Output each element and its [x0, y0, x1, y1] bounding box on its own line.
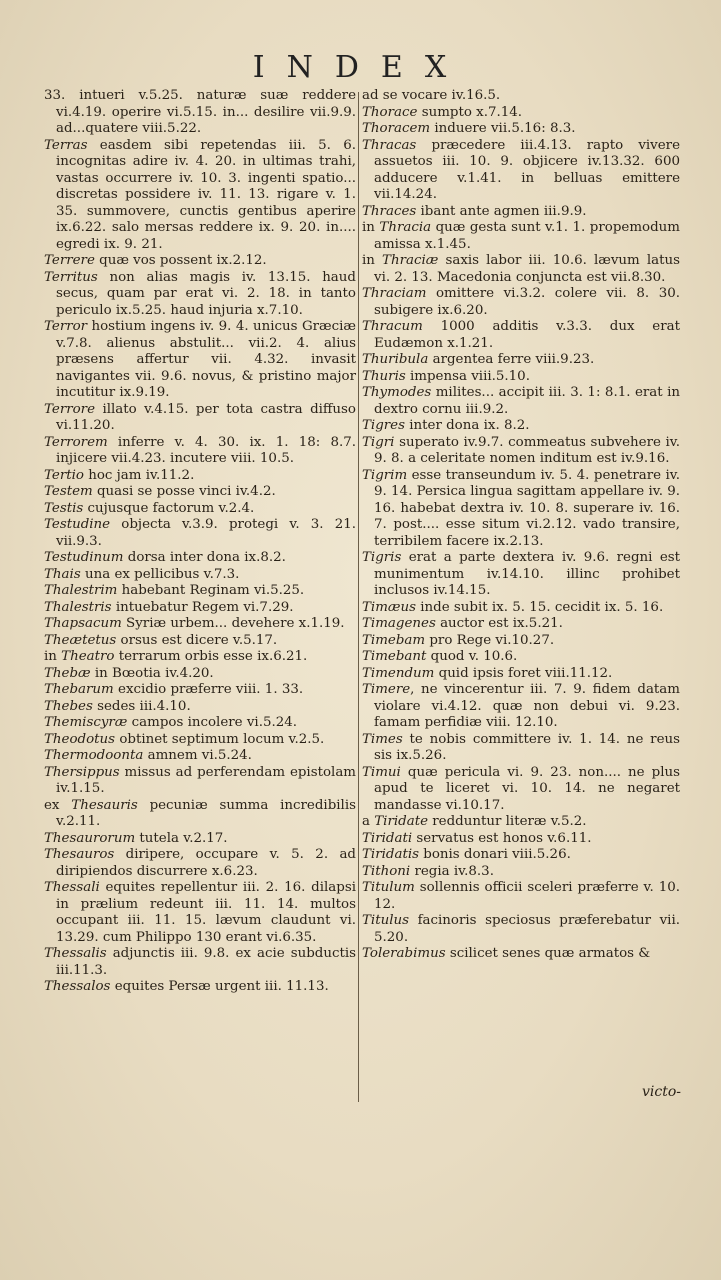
entry-references: quod v. 10.6. — [426, 649, 518, 664]
index-entry — [362, 666, 680, 683]
entry-headword: Terror — [44, 319, 88, 334]
entry-headword: Tigris — [362, 550, 402, 565]
entry-references: bonis donari viii.5.26. — [419, 847, 571, 862]
entry-references: missus ad perferendam epistolam iv.1.15. — [56, 764, 356, 796]
entry-references: 1000 additis v.3.3. dux erat Eudæmon x.1.21. — [374, 319, 680, 351]
entry-references: quæ vos possent ix.2.12. — [94, 253, 267, 268]
entry-references: habebant Reginam vi.5.25. — [117, 583, 305, 598]
entry-headword: Thais — [44, 566, 81, 582]
entry-references: ibant ante agmen iii.9.9. — [416, 203, 587, 219]
entry-headword: Thraciæ — [382, 253, 439, 268]
entry-references: quæ pericula vi. 9. 23. non.... ne plus apud te liceret vi. 10. 14. ne negaret mandasse vi.10.17. — [374, 764, 680, 813]
entry-references: illato v.4.15. per tota castra diffuso vi.11.20. — [56, 401, 356, 433]
index-entry — [44, 798, 356, 831]
index-column-right — [362, 88, 680, 963]
entry-references: superato iv.9.7. commeatus subvehere iv. 9. 8. a celeritate nomen inditum est iv.9.16. — [374, 434, 680, 466]
index-entry — [362, 913, 680, 946]
index-entry — [362, 220, 680, 253]
entry-references: sollennis officii sceleri præferre v. 10. 12. — [374, 880, 680, 912]
index-entry — [362, 682, 680, 732]
index-entry — [362, 88, 680, 105]
entry-references: pro Rege vi.10.27. — [425, 632, 555, 648]
index-entry — [44, 649, 356, 666]
entry-prefix: ex — [44, 797, 72, 813]
entry-headword: Tiridati — [362, 830, 413, 846]
entry-headword: Thesaurorum — [44, 830, 136, 846]
index-entry — [362, 204, 680, 221]
entry-references: campos incolere vi.5.24. — [127, 715, 298, 730]
entry-headword: Thraciam — [362, 286, 427, 301]
entry-headword: Theætetus — [44, 632, 117, 648]
index-entry — [44, 748, 356, 765]
entry-headword: Tolerabimus — [362, 946, 446, 961]
entry-references: objecta v.3.9. protegi v. 3. 21. vii.9.3. — [56, 517, 356, 549]
entry-headword: Thoracem — [362, 121, 431, 136]
entry-references: hoc jam iv.11.2. — [83, 467, 195, 483]
entry-references: orsus est dicere v.5.17. — [116, 632, 278, 648]
entry-references: sumpto x.7.14. — [417, 104, 523, 120]
index-entry — [44, 732, 356, 749]
entry-references: sedes iii.4.10. — [92, 698, 191, 714]
index-entry — [44, 831, 356, 848]
entry-headword: Thracum — [362, 319, 423, 334]
index-entry — [44, 138, 356, 254]
entry-references: pecuniæ summa incredibilis v.2.11. — [56, 797, 356, 829]
index-entry — [44, 946, 356, 979]
entry-headword: Themiscyræ — [44, 715, 128, 730]
entry-references: dorsa inter dona ix.8.2. — [123, 550, 286, 565]
entry-references: quæ gesta sunt v.1. 1. propemodum amissa x.1.45. — [374, 220, 680, 252]
index-entry — [362, 319, 680, 352]
index-entry — [362, 600, 680, 617]
index-entry — [362, 418, 680, 435]
entry-headword: Territus — [44, 269, 98, 285]
index-entry — [362, 649, 680, 666]
column-divider — [358, 92, 359, 1102]
entry-references: omittere vi.3.2. colere vii. 8. 30. subigere ix.6.20. — [374, 286, 680, 318]
entry-references: facinoris speciosus præferebatur vii. 5.20. — [374, 913, 680, 945]
entry-headword: Thessali — [44, 880, 100, 895]
entry-references: inde subit ix. 5. 15. cecidit ix. 5. 16. — [416, 599, 664, 615]
entry-headword: Terrore — [44, 401, 96, 417]
index-entry — [44, 484, 356, 501]
entry-references: milites... accipit iii. 3. 1: 8.1. erat in dextro cornu iii.9.2. — [374, 385, 680, 417]
entry-references: obtinet septimum locum v.2.5. — [115, 731, 325, 747]
entry-headword: Tertio — [44, 467, 84, 483]
entry-headword: Tithoni — [362, 863, 411, 879]
entry-prefix: in — [362, 253, 383, 268]
entry-references: excidio præferre viii. 1. 33. — [113, 682, 304, 697]
entry-headword: Timagenes — [362, 616, 436, 631]
entry-headword: Terrere — [44, 253, 95, 268]
entry-references: non alias magis iv. 13.15. haud secus, quam par erat vi. 2. 18. in tanto periculo ix.5.25. haud injuria x.7.10. — [56, 269, 356, 318]
entry-headword: Thuribula — [362, 352, 429, 367]
entry-references: præcedere iii.4.13. rapto vivere assuetos iii. 10. 9. objicere iv.13.32. 600 adducere v.1.41. in belluas emittere vii.14.24. — [374, 137, 680, 202]
entry-headword: Thersippus — [44, 764, 120, 780]
entry-references: regia iv.8.3. — [410, 863, 494, 879]
entry-headword: Thalestrim — [44, 583, 118, 598]
index-entry — [362, 121, 680, 138]
index-entry — [44, 253, 356, 270]
page-header: INDEX — [252, 50, 469, 85]
index-entry — [362, 633, 680, 650]
entry-headword: Timebant — [362, 649, 427, 664]
entry-references: una ex pellicibus v.7.3. — [80, 566, 240, 582]
entry-references: erat a parte dextera iv. 9.6. regni est munimentum iv.14.10. illinc prohibet inclusos iv.14.15. — [374, 550, 680, 598]
index-entry — [44, 847, 356, 880]
index-entry — [44, 88, 356, 138]
index-entry — [44, 682, 356, 699]
entry-references: amnem vi.5.24. — [143, 748, 252, 763]
index-entry — [362, 138, 680, 204]
index-entry — [44, 435, 356, 468]
entry-references: te nobis committere iv. 1. 14. ne reus sis ix.5.26. — [374, 731, 680, 763]
index-entry — [44, 715, 356, 732]
entry-references: , ne vincerentur iii. 7. 9. fidem datam violare vi.4.12. quæ non debui vi. 9.23. famam perfidiæ viii. 12.10. — [374, 682, 680, 730]
index-entry — [44, 550, 356, 567]
index-entry — [362, 864, 680, 881]
entry-headword: Thesauros — [44, 847, 115, 862]
entry-headword: Testis — [44, 500, 84, 516]
entry-references: inferre v. 4. 30. ix. 1. 18: 8.7. injicere vii.4.23. incutere viii. 10.5. — [56, 434, 356, 466]
index-entry — [44, 567, 356, 584]
entry-prefix: in — [362, 220, 380, 235]
index-entry — [362, 253, 680, 286]
index-entry — [362, 369, 680, 386]
index-entry — [362, 105, 680, 122]
entry-references: ad se vocare iv.16.5. — [362, 88, 501, 103]
entry-references: redduntur literæ v.5.2. — [428, 814, 587, 829]
index-entry — [44, 633, 356, 650]
index-entry — [44, 517, 356, 550]
entry-headword: Thesauris — [71, 797, 138, 813]
entry-headword: Thuris — [362, 368, 406, 384]
index-entry — [44, 501, 356, 518]
index-entry — [362, 880, 680, 913]
index-entry — [362, 385, 680, 418]
entry-headword: Thapsacum — [44, 616, 122, 631]
entry-references: adjunctis iii. 9.8. ex acie subductis iii.11.3. — [56, 946, 356, 978]
entry-headword: Terras — [44, 137, 88, 153]
index-entry — [362, 831, 680, 848]
entry-headword: Theodotus — [44, 731, 116, 747]
index-entry — [44, 402, 356, 435]
entry-references: scilicet senes quæ armatos & — [445, 946, 651, 961]
index-entry — [362, 765, 680, 815]
index-entry — [44, 270, 356, 320]
entry-references: Syriæ urbem... devehere x.1.19. — [121, 616, 345, 631]
entry-headword: Times — [362, 731, 403, 747]
entry-headword: Testudine — [44, 517, 111, 532]
index-entry — [362, 814, 680, 831]
index-entry — [362, 616, 680, 633]
entry-references: saxis labor iii. 10.6. lævum latus vi. 2. 13. Macedonia conjuncta est vii.8.30. — [374, 253, 680, 285]
index-entry — [362, 286, 680, 319]
catchword: victo- — [641, 1084, 681, 1100]
entry-references: hostium ingens iv. 9. 4. unicus Græciæ v.7.8. alienus abstulit... vii.2. 4. alius præsens affertur vii. 4.32. invasit navigantes vii. 9.6. novus, & pristino major incutitur ix.9.19. — [56, 319, 356, 400]
entry-headword: Titulus — [362, 913, 409, 928]
entry-references: impensa viii.5.10. — [405, 368, 530, 384]
entry-headword: Thorace — [362, 104, 418, 120]
entry-references: auctor est ix.5.21. — [435, 616, 563, 631]
entry-references: easdem sibi repetendas iii. 5. 6. incognitas adire iv. 4. 20. in ultimas trahi, vastas occurrere iv. 10. 3. ingenti spatio... discretas possidere iv. 11. 13. rigare v. 1. 35. summovere, cunctis gentibus aperire ix.6.22. salo mersas reddere ix. 9. 20. in.... egredi ix. 9. 21. — [56, 137, 356, 252]
index-entry — [44, 765, 356, 798]
entry-headword: Tigres — [362, 418, 405, 433]
entry-references: cujusque factorum v.2.4. — [83, 500, 255, 516]
entry-headword: Timebam — [362, 632, 426, 648]
index-entry — [362, 468, 680, 551]
entry-headword: Tiridatis — [362, 847, 419, 862]
entry-headword: Timere — [362, 682, 411, 697]
entry-headword: Thracia — [379, 220, 432, 235]
entry-references: in Bœotia iv.4.20. — [90, 665, 214, 681]
entry-headword: Theatro — [61, 649, 115, 664]
entry-headword: Thracas — [362, 137, 417, 153]
index-entry — [44, 468, 356, 485]
index-entry — [362, 550, 680, 600]
entry-references: intuebatur Regem vi.7.29. — [111, 599, 294, 615]
entry-prefix: in — [44, 649, 62, 664]
entry-references: quid ipsis foret viii.11.12. — [434, 665, 613, 681]
entry-references: diripere, occupare v. 5. 2. ad diripiendos discurrere x.6.23. — [56, 847, 356, 879]
entry-headword: Thessalos — [44, 979, 111, 994]
entry-prefix: 33. — [44, 88, 66, 103]
index-entry — [362, 352, 680, 369]
entry-headword: Thebarum — [44, 682, 114, 697]
index-entry — [44, 600, 356, 617]
entry-headword: Tigri — [362, 434, 395, 450]
index-entry — [44, 979, 356, 996]
index-entry — [362, 435, 680, 468]
index-entry — [44, 699, 356, 716]
index-entry — [362, 732, 680, 765]
entry-headword: Thebæ — [44, 665, 91, 681]
entry-references: inter dona ix. 8.2. — [404, 418, 530, 433]
entry-headword: Thraces — [362, 203, 417, 219]
entry-headword: Testudinum — [44, 550, 124, 565]
entry-references: induere vii.5.16: 8.3. — [430, 121, 576, 136]
index-entry — [44, 880, 356, 946]
entry-headword: Thebes — [44, 698, 93, 714]
entry-headword: Tiridate — [374, 814, 429, 829]
entry-references: terrarum orbis esse ix.6.21. — [114, 649, 308, 664]
entry-headword: Titulum — [362, 880, 415, 895]
entry-prefix: a — [362, 814, 375, 829]
entry-references: quasi se posse vinci iv.4.2. — [92, 484, 276, 499]
index-column-left — [44, 88, 356, 996]
entry-headword: Tigrim — [362, 467, 408, 483]
entry-headword: Timendum — [362, 665, 435, 681]
index-entry — [362, 946, 680, 963]
entry-headword: Thessalis — [44, 946, 107, 961]
entry-references: argentea ferre viii.9.23. — [428, 352, 595, 367]
entry-headword: Thalestris — [44, 599, 112, 615]
index-entry — [44, 583, 356, 600]
index-entry — [44, 666, 356, 683]
index-entry — [44, 319, 356, 402]
entry-headword: Terrorem — [44, 434, 108, 450]
entry-headword: Timui — [362, 764, 401, 780]
entry-references: tutela v.2.17. — [135, 830, 228, 846]
entry-references: servatus est honos v.6.11. — [412, 830, 592, 846]
entry-headword: Testem — [44, 484, 93, 499]
entry-headword: Timæus — [362, 599, 416, 615]
entry-headword: Thermodoonta — [44, 748, 144, 763]
index-entry — [362, 847, 680, 864]
entry-references: esse transeundum iv. 5. 4. penetrare iv. 9. 14. Persica lingua sagittam appellare iv. 9. 16. habebat dextra iv. 10. 8. superare iv. 16. 7. post.... esse situm vi.2.12. vado transire, terribilem facere ix.2.13. — [374, 467, 680, 549]
entry-references: equites Persæ urgent iii. 11.13. — [110, 979, 329, 994]
entry-headword: Thymodes — [362, 385, 432, 400]
entry-references: intueri v.5.25. naturæ suæ reddere vi.4.19. operire vi.5.15. in... desilire vii.9.9. ad...quatere viii.5.22. — [56, 88, 356, 136]
index-entry — [44, 616, 356, 633]
entry-references: equites repellentur iii. 2. 16. dilapsi in prælium redeunt iii. 11. 14. multos occupant iii. 11. 15. lævum claudunt vi. 13.29. cum Philippo 130 erant vi.6.35. — [56, 880, 356, 945]
